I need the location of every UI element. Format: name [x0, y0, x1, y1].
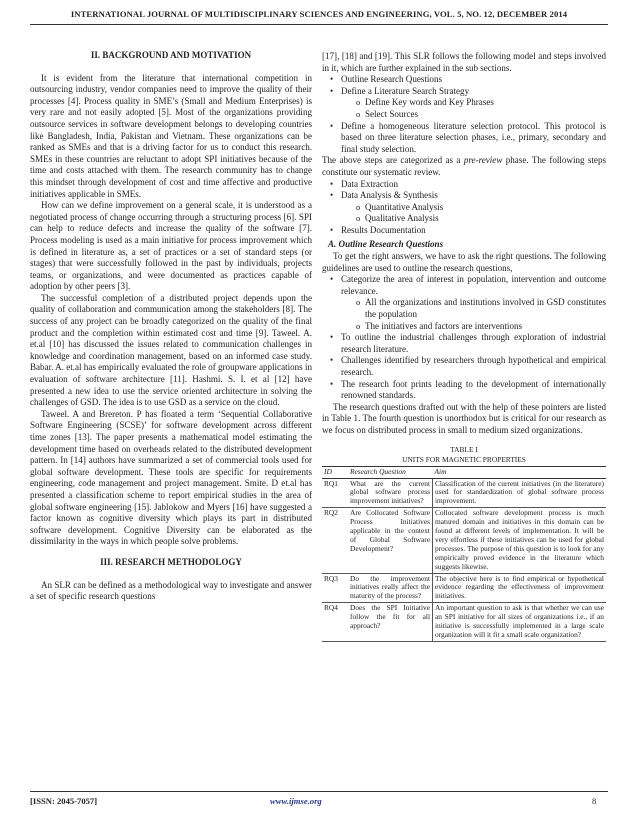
header-question: Research Question	[348, 466, 433, 478]
list-item-text: Data Analysis & Synthesis	[341, 190, 438, 201]
paragraph: [17], [18] and [19]. This SLR follows the following model and steps involved in it, which are further explained in the sub sections.	[322, 51, 606, 73]
cell-question: Does the SPI Initiative follow the fit for all approach?	[348, 603, 433, 642]
cell-aim: Classification of the current initiatives (in the literature) used for standardization of global software process improvement.	[433, 478, 607, 508]
list-item: • The research foot prints leading to the development of internationally renowned standards.	[333, 379, 606, 402]
footer-issn: [ISSN: 2045-7057]	[30, 796, 98, 806]
table-title: TABLE I	[450, 444, 478, 454]
cell-id: RQ4	[322, 603, 348, 642]
sub-list-item: o All the organizations and institutions involved in GSD constitutes the population	[356, 297, 606, 320]
sub-list	[341, 97, 606, 120]
cell-id: RQ3	[322, 573, 348, 603]
list-item: • Data Extraction	[333, 179, 606, 191]
paragraph: To get the right answers, we have to ask the right questions. The following guidelines are used to outline the research questions,	[322, 251, 606, 273]
footer-website-link[interactable]: www.ijmse.org	[270, 796, 322, 806]
paragraph: An SLR can be defined as a methodological way to investigate and answer a set of specific research questions	[30, 579, 312, 602]
list-item: • Define a homogeneous literature selection protocol. This protocol is based on three literature selection phases, i.e., primary, secondary and final study selection.	[333, 121, 606, 156]
review-steps-list	[322, 179, 606, 237]
list-item: • Challenges identified by researchers through hypothetical and empirical research.	[333, 355, 606, 378]
header-id: ID	[322, 466, 348, 478]
section-2-title: II. BACKGROUND AND MOTIVATION	[90, 50, 252, 60]
section-3-title: III. RESEARCH METHODOLOGY	[100, 556, 242, 567]
sub-list-item: o Quantitative Analysis	[356, 202, 606, 214]
cell-question: Are Collocated Software Process Initiatives applicable in the context of Global Software Development?	[348, 508, 433, 573]
research-questions-table	[322, 466, 606, 642]
paragraph	[322, 155, 606, 178]
guidelines-list	[322, 274, 606, 402]
emphasis: pre-review	[463, 155, 503, 166]
table-row	[322, 573, 606, 603]
table-row	[322, 603, 606, 642]
list-item-text: Categorize the area of interest in population, intervention and outcome relevance.	[341, 274, 606, 296]
cell-question: Do the improvement initiatives really affect the maturity of the process?	[348, 573, 433, 603]
sub-list-item: o Select Sources	[356, 109, 606, 121]
cell-aim: Collocated software development process is much matured domain and initiatives in this domain can be found at different levels of implementation. It will be very effortless if these initiatives can be used for global processes. The purpose of this question is to look for any empirically proved evidence in the literature which suggests likewise.	[433, 508, 607, 573]
sub-list	[341, 297, 606, 332]
cell-aim: The objective here is to find empirical or hypothetical evidence regarding the effectiveness of improvement initiatives.	[433, 573, 607, 603]
running-header: INTERNATIONAL JOURNAL OF MULTIDISCIPLINARY SCIENCES AND ENGINEERING, VOL. 5, NO. 12, DECEMBER 2014	[70, 9, 568, 19]
page-number: 8	[592, 796, 597, 806]
text: phase. The following steps constitute our systematic review.	[322, 155, 606, 177]
paragraph: The research questions drafted out with the help of these pointers are listed in Table 1. The fourth question is unorthodox but is critical for our research as we focus on distributed process in small to medium sized organizations.	[322, 401, 606, 435]
cell-aim: An important question to ask is that whether we can use an SPI initiative for all sizes of organizations i.e., if an initiative is successfully implemented in a large scale organization will it fit a small scale organization?	[433, 603, 607, 642]
text: The above steps are categorized as a	[322, 155, 464, 166]
sub-list	[341, 202, 606, 225]
footer-rule	[30, 791, 608, 792]
header-aim: Aim	[433, 466, 607, 478]
table-row	[322, 508, 606, 573]
right-column	[322, 51, 606, 642]
list-item	[333, 190, 606, 225]
sub-list-item: o Define Key words and Key Phrases	[356, 97, 606, 109]
table-row	[322, 478, 606, 508]
slr-steps-list	[322, 74, 606, 155]
table-header-row	[322, 466, 606, 478]
subsection-a-title: A. Outline Research Questions	[328, 238, 444, 249]
table-caption: UNITS FOR MAGNETIC PROPERTIES	[402, 454, 526, 464]
left-column	[30, 50, 312, 603]
paragraph: The successful completion of a distributed project depends upon the quality of collaboration and communication among the stakeholders [8]. The success of any project can be broadly categorized on the quality of the final product and the completion within estimated cost and time [9]. Taweel. A. et.al [10] has discussed the issues related to communication challenges in knowledge and coordination management, based on an informed case study. Babar. A. et.al has empirically evaluated the role of groupware applications in evaluation of software architecture [11]. Hashmi. S. I. et al [12] have presented a new idea to use the service oriented architecture in solving the challenges of GSD. The idea is to use GSD as a service on the cloud.	[30, 292, 312, 408]
paragraph: It is evident from the literature that international competition in outsourcing industry, vendor companies need to improve the quality of their processes [4]. Process quality in SME’s (Small and Medium Enterprises) is very rare and not easily adopted [5]. Most of the organizations providing outsource services in software development belongs to developing countries like Bangladesh, India, Pakistan and Vietnam. These organizations can be ranked as SMEs and that is a driving factor for us to conduct this research. SMEs in these countries are reluctant to adopt SPI initiatives because of the time and costs attached with them. The research community has to change this mindset through development of cost and time affective and productive initiatives applicable in SMEs.	[30, 72, 312, 199]
paragraph: Taweel. A and Brereton. P has floated a term ‘Sequential Collaborative Software Engineering (SCSE)’ for software development across different time zones [13]. The paper presents a mathematical model estimating the development time based on overheads related to the distributed development pattern. In [14] authors have summarized a set of commercial tools used for global software development. These tools are specific for requirements engineering, code management and project management. Smite. D et.al has presented a classification scheme to report empirical studies in the area of global software engineering [15]. Jablokow and Myers [16] have suggested a factor known as cognitive diversity which plays its part in distributed software development. Cognitive Diversity can be elaborated as the dissimilarity in the ways in which people solve problems.	[30, 408, 312, 547]
list-item-text: Define a Literature Search Strategy	[341, 85, 470, 96]
cell-question: What are the current global software process improvement initiatives?	[348, 478, 433, 508]
list-item: • Results Documentation	[333, 225, 606, 237]
list-item: • Outline Research Questions	[333, 74, 606, 86]
list-item: • To outline the industrial challenges through exploration of industrial research literature.	[333, 332, 606, 355]
list-item	[333, 274, 606, 332]
list-item	[333, 86, 606, 121]
sub-list-item: o Qualitative Analysis	[356, 213, 606, 225]
header-rule	[30, 24, 608, 25]
sub-list-item: o The initiatives and factors are interventions	[356, 321, 606, 333]
cell-id: RQ1	[322, 478, 348, 508]
cell-id: RQ2	[322, 508, 348, 573]
paragraph: How can we define improvement on a general scale, it is understood as a negotiated process of change occurring through a structuring process [6]. SPI can help to reduce defects and increase the quality of the software [7]. Process modeling is used as a main initiative for process improvement which is defined in literature as, a set of practices or a set of standard steps (or stages) that were successfully followed in the past by individuals, projects teams, or organizations, and were documented as practices capable of adoption by other peers [3].	[30, 200, 312, 292]
